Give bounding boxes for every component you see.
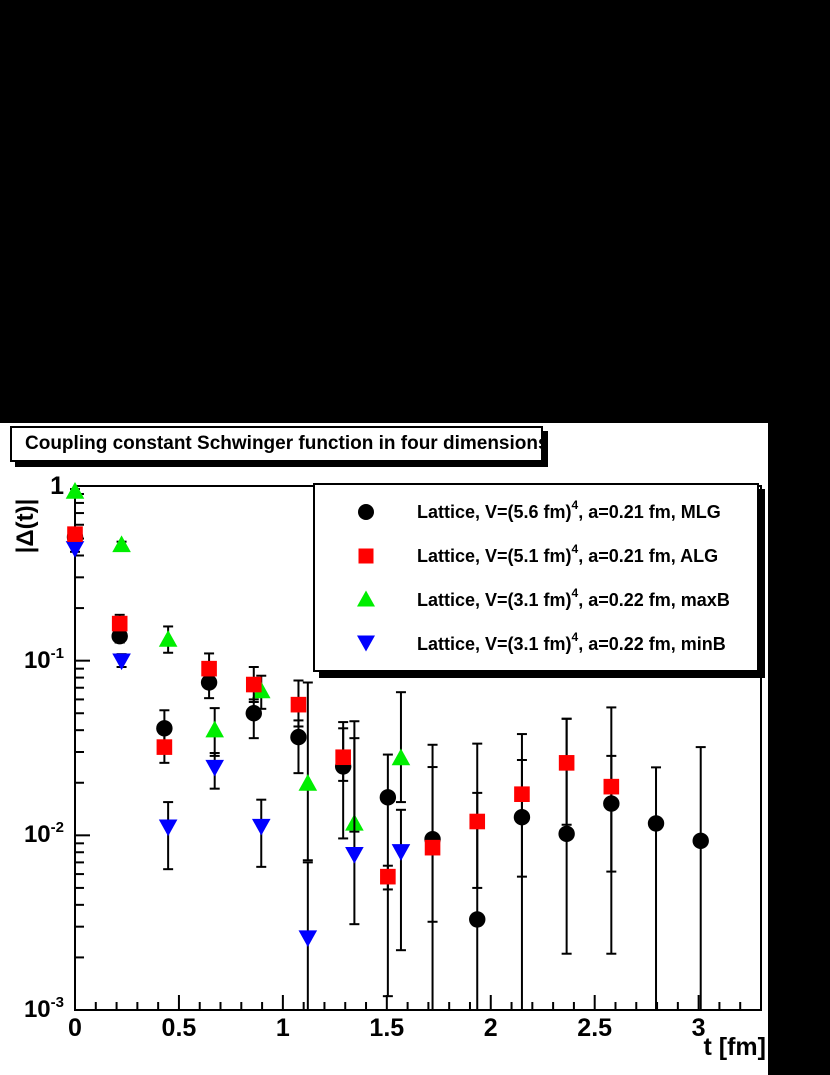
legend-entry (315, 490, 757, 534)
legend-label: Lattice, V=(3.1 fm)$^4$, a=0.22 fm, maxB (417, 585, 730, 610)
data-point-circle (469, 911, 485, 927)
data-point-circle (558, 826, 574, 842)
data-point-triangle-up (299, 774, 318, 791)
data-point-triangle-up (205, 721, 224, 738)
data-point-triangle-up (392, 749, 411, 766)
data-point-square (559, 755, 575, 771)
data-point-triangle-down (112, 653, 131, 670)
data-point-triangle-down (392, 844, 411, 861)
x-tick-label: 2.5 (577, 1014, 613, 1042)
x-tick-label: 2 (483, 1014, 498, 1042)
data-point-square (246, 677, 262, 693)
data-point-circle (380, 789, 396, 805)
legend-entry (315, 578, 757, 622)
y-tick-label: $10^{-3}$ (23, 994, 64, 1023)
y-axis-title: |Δ(t)| (12, 498, 39, 554)
data-point-square (425, 840, 441, 856)
data-point-square (604, 779, 620, 795)
legend-marker-filled-circle (315, 501, 417, 523)
data-point-triangle-down (345, 847, 364, 864)
legend-marker-triangle-down (315, 632, 417, 654)
y-tick-label: $10^{-1}$ (23, 644, 64, 674)
x-tick-label: 1.5 (369, 1014, 405, 1042)
x-tick-label: 3 (691, 1014, 706, 1042)
legend (313, 483, 759, 672)
x-tick-label: 0.5 (161, 1014, 197, 1042)
data-point-square (157, 739, 173, 755)
legend-label: Lattice, V=(5.1 fm)$^4$, a=0.21 fm, ALG (417, 542, 719, 567)
legend-entry (315, 621, 757, 665)
data-point-circle (246, 705, 262, 721)
data-point-triangle-down (205, 760, 224, 777)
data-point-square (67, 526, 83, 542)
data-point-square (469, 814, 485, 830)
data-point-square (201, 661, 217, 677)
legend-label: Lattice, V=(5.6 fm)$^4$, a=0.21 fm, MLG (417, 498, 721, 523)
data-point-triangle-down (159, 820, 178, 837)
data-point-triangle-up (112, 535, 131, 552)
data-point-circle (693, 833, 709, 849)
data-point-triangle-down (299, 930, 318, 947)
legend-label: Lattice, V=(3.1 fm)$^4$, a=0.22 fm, minB (417, 629, 726, 654)
y-tick-label: 1 (50, 472, 64, 500)
data-point-square (380, 869, 396, 885)
data-point-triangle-down (252, 819, 271, 836)
data-point-triangle-up (66, 482, 85, 499)
title-box (10, 426, 549, 462)
data-point-square (514, 786, 530, 802)
y-tick-label: $10^{-2}$ (23, 819, 64, 849)
data-point-triangle-up (159, 630, 178, 647)
data-point-circle (648, 815, 664, 831)
data-point-square (291, 697, 307, 713)
data-point-square (112, 616, 128, 632)
plot-title: Coupling constant Schwinger function in four dimensions (25, 433, 549, 454)
data-point-circle (290, 729, 306, 745)
x-axis-title: t [fm] (703, 1033, 766, 1061)
legend-marker-triangle-up (315, 588, 417, 610)
data-point-square (335, 749, 351, 765)
x-tick-label: 1 (275, 1014, 290, 1042)
legend-entry (315, 534, 757, 578)
x-tick-label: 0 (68, 1014, 82, 1042)
legend-marker-filled-square (315, 545, 417, 567)
